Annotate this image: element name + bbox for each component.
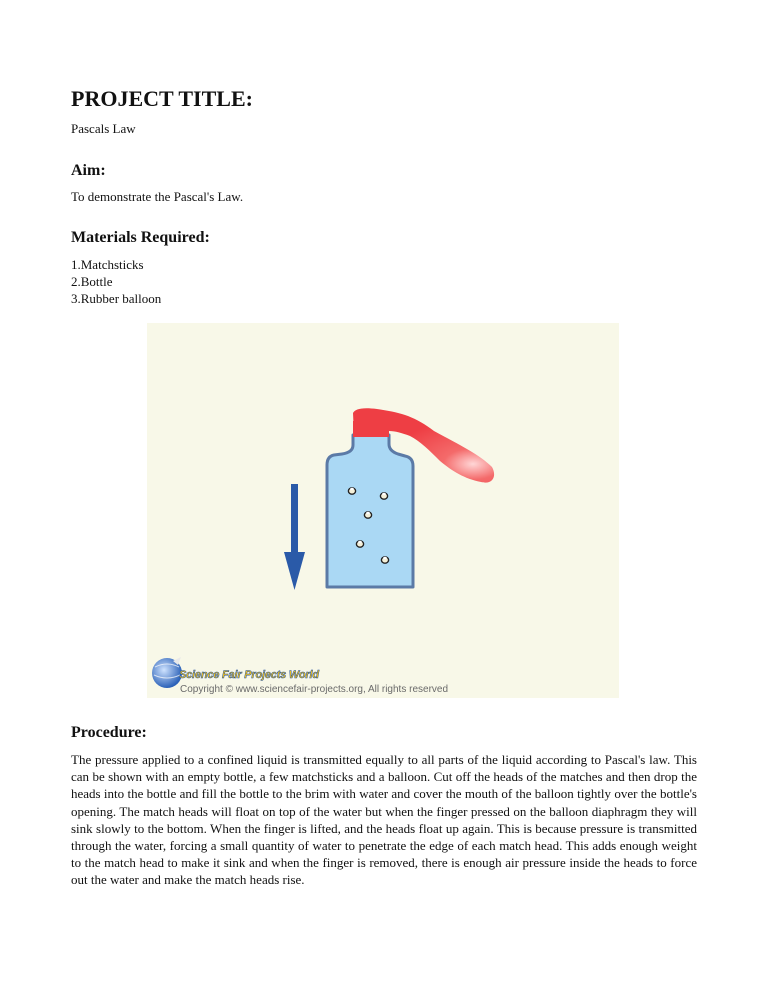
match-head-icon <box>380 493 387 499</box>
materials-list <box>71 256 161 307</box>
logo-text: Science Fair Projects World <box>179 669 319 681</box>
match-head-icon <box>356 541 363 547</box>
procedure-heading: Procedure: <box>71 724 147 741</box>
aim-text: To demonstrate the Pascal's Law. <box>71 189 244 204</box>
match-head-icon <box>348 488 355 494</box>
materials-heading: Materials Required: <box>71 229 210 246</box>
down-arrow-icon <box>284 484 305 590</box>
procedure-text: The pressure applied to a confined liquid is transmitted equally to all parts of the liquid according to Pascal's law. This can be shown with an empty bottle, a few matchsticks and a balloon. Cut off the heads of the matches and then drop the heads into the bottle and fill the bottle to the brim with water and cover the mouth of the balloon tightly over the bottle's opening. The match heads will float on top of the water but when the finger pressed on the balloon diaphragm they will sink slowly to the bottom. When the finger is lifted, and the heads float up again. This is because pressure is transmitted through the water, forcing a small quantity of water to penetrate the edge of each match head. This adds enough weight to the match head to make it sink and when the finger is removed, there is enough air pressure inside the heads to force out the water and make the match heads rise. <box>71 752 697 888</box>
match-head-icon <box>364 512 371 518</box>
bottle-icon <box>327 435 413 587</box>
list-item: 2.Bottle <box>71 274 113 289</box>
match-head-icon <box>381 557 388 563</box>
list-item: 1.Matchsticks <box>71 257 144 272</box>
pascal-law-illustration <box>147 323 619 698</box>
project-title: Pascals Law <box>71 121 136 136</box>
project-title-heading: PROJECT TITLE: <box>71 86 253 111</box>
figure-copyright: Copyright © www.sciencefair-projects.org, All rights reserved <box>180 684 449 695</box>
illustration-svg <box>147 323 619 698</box>
globe-logo-icon <box>152 657 182 688</box>
aim-heading: Aim: <box>71 162 106 179</box>
list-item: 3.Rubber balloon <box>71 291 162 306</box>
